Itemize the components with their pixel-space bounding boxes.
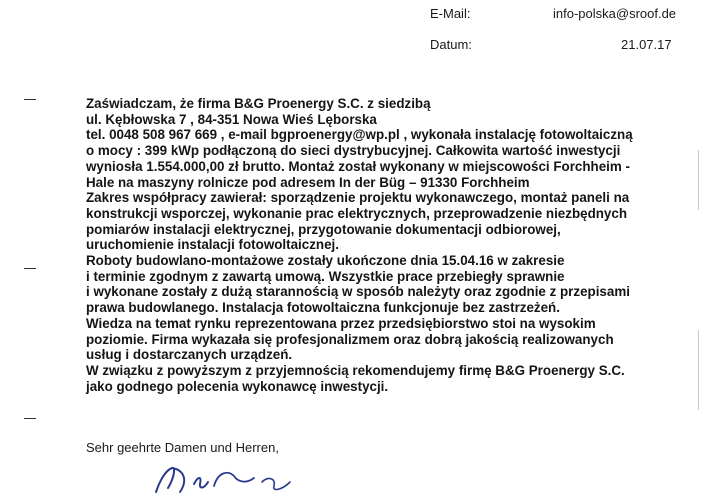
body-line: poziomie. Firma wykazała się profesjonalizmem oraz dobrą jakością realizowanych	[86, 331, 614, 347]
body-line: ul. Kębłowska 7 , 84-351 Nowa Wieś Lęborska	[86, 111, 377, 127]
letter-body	[86, 96, 686, 394]
handwritten-signature	[150, 462, 310, 496]
body-line: wyniosła 1.554.000,00 zł brutto. Montaż został wykonany w miejscowości Forchheim -	[86, 158, 630, 174]
fold-mark-top	[24, 99, 36, 100]
body-line: Wiedza na temat rynku reprezentowana przez przedsiębiorstwo stoi na wysokim	[86, 315, 596, 331]
body-line: Hale na maszyny rolnicze pod adresem In der Büg – 91330 Forchheim	[86, 174, 530, 190]
body-line: Zaświadczam, że firma B&G Proenergy S.C. z siedzibą	[86, 96, 431, 111]
body-line: tel. 0048 508 967 669 , e-mail bgproenergy@wp.pl , wykonała instalację fotowoltaiczną	[86, 127, 633, 143]
fold-mark-bottom	[24, 418, 36, 419]
scan-edge-line	[698, 150, 699, 210]
date-label: Datum:	[430, 37, 472, 52]
body-line: usług i dostarczanych urządzeń.	[86, 347, 293, 363]
body-line: i terminie zgodnym z zawartą umową. Wszystkie prace przebiegły sprawnie	[86, 268, 565, 284]
email-label: E-Mail:	[430, 6, 471, 21]
body-line: W związku z powyższym z przyjemnością rekomendujemy firmę B&G Proenergy S.C.	[86, 362, 625, 378]
body-line: jako godnego polecenia wykonawcę inwestycji.	[86, 378, 389, 394]
body-line: konstrukcji wsporczej, wykonanie prac elektrycznych, przeprowadzenie niezbędnych	[86, 205, 628, 221]
body-line: uruchomienie instalacji fotowoltaicznej.	[86, 237, 339, 253]
body-line: pomiarów instalacji elektrycznej, przygotowanie dokumentacji odbiorowej,	[86, 221, 561, 237]
body-line: Roboty budowlano-montażowe zostały ukończone dnia 15.04.16 w zakresie	[86, 253, 565, 269]
body-line: prawa budowlanego. Instalacja fotowoltaiczna funkcjonuje bez zastrzeżeń.	[86, 300, 560, 316]
body-line: Zakres współpracy zawierał: sporządzenie projektu wykonawczego, montaż paneli na	[86, 190, 630, 206]
fold-mark-middle	[24, 268, 36, 269]
scan-edge-line	[698, 330, 699, 410]
date-value: 21.07.17	[621, 37, 672, 52]
body-line: i wykonane zostały z dużą starannością w sposób należyty oraz zgodnie z przepisami	[86, 284, 630, 300]
salutation: Sehr geehrte Damen und Herren,	[86, 440, 279, 455]
email-value: info-polska@sroof.de	[553, 6, 677, 21]
body-line: o mocy : 399 kWp podłączoną do sieci dystrybucyjnej. Całkowita wartość inwestycji	[86, 143, 621, 159]
